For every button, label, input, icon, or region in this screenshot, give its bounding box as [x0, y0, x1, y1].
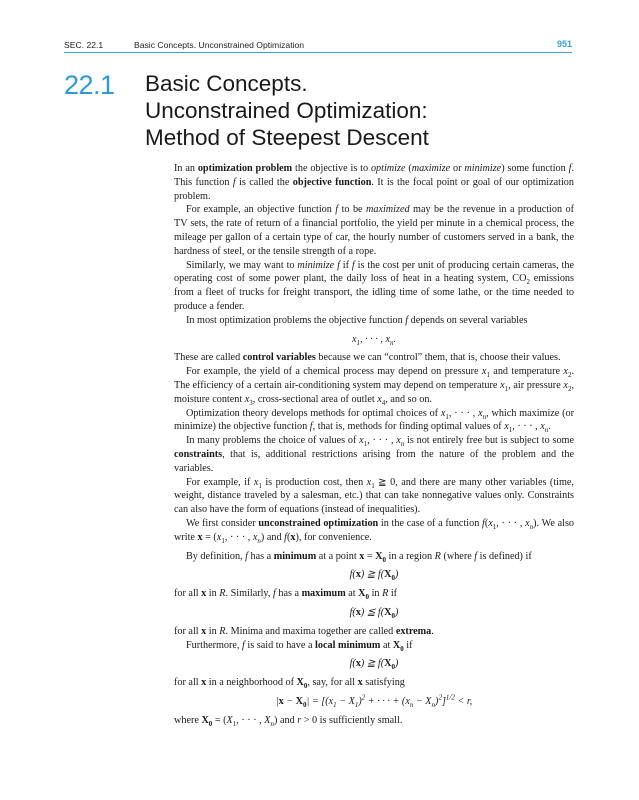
body-text — [174, 162, 574, 727]
display-equation: f(x) ≧ $f(X_0)$ — [349, 658, 399, 672]
paragraph: for all x in a neighborhood of $X_0$, say, for all x satisfying — [174, 677, 405, 691]
section-title-line: Basic Concepts. — [145, 71, 308, 96]
header-section: SEC. 22.1 — [64, 40, 104, 50]
paragraph: Optimization theory develops methods for optimal choices of $x_1$, · · · , $x_n$, which maximize (or minimize) the objective function f, that is, methods for finding optimal values of $x_1$, · · · , $x_n$. — [174, 407, 574, 435]
paragraph: For example, an objective function f to be maximized may be the revenue in a production of TV sets, the rate of return of a financial portfolio, the yield per minute in a chemical process, the mileage per gallon of a certain type of car, the hourly number of customers served in a bank, the hardness of steel, or the tensile strength of a rope. — [174, 204, 574, 257]
paragraph: for all x in R. Minima and maxima together are called extrema. — [174, 625, 434, 637]
paragraph: We first consider unconstrained optimization in the case of a function $f(x_1$, · · · , $x_n$). We also write $x = (x_1$, · · · , $x_n$) and f(x), for convenience. — [174, 517, 574, 545]
display-equation: f(x) ≧ $f(X_0)$ — [349, 569, 399, 583]
paragraph: Furthermore, f is said to have a local minimum at $X_0$ if — [186, 639, 413, 653]
paragraph: In many problems the choice of values of $x_1$, · · · , $x_n$ is not entirely free but is subject to some constraints, that is, additional restrictions arising from the nature of the problem and the variables. — [174, 435, 574, 474]
section-title-line: Method of Steepest Descent — [145, 125, 429, 150]
display-equation: $|x - X_0| = [(x_1 - X_1)^2$ + · · · + $(x_n - X_n)^2]^{1/2} < r$, — [275, 693, 473, 709]
running-header — [64, 38, 572, 54]
section-title — [145, 70, 585, 151]
paragraph: for all x in R. Similarly, f has a maximum at $X_0$ in R if — [174, 588, 398, 602]
paragraph: For example, the yield of a chemical process may depend on pressure $x_1$ and temperature $x_2$. The efficiency of a certain air-conditioning system may depend on temperature $x_1$, air pressure $x_2$, moisture content $x_3$, cross-sectional area of outlet $x_4$, and so on. — [174, 366, 574, 407]
page-number: 951 — [556, 39, 572, 49]
section-title-line: Unconstrained Optimization: — [145, 98, 428, 123]
header-rule — [64, 52, 572, 53]
paragraph: In an optimization problem the objective is to optimize (maximize or minimize) some function f. This function f is called the objective function. It is the focal point or goal of our optimization problem. — [174, 163, 574, 202]
display-equation: $x_1$, · · · , $x_n$. — [351, 333, 397, 347]
paragraph: In most optimization problems the objective function f depends on several variables — [186, 314, 528, 326]
display-equation: f(x) ≦ $f(X_0)$ — [349, 606, 399, 620]
paragraph: For example, if $x_1$ is production cost, then $x_1$ ≧ 0, and there are many other variables (time, weight, distance traveled by a salesman, etc.) that can take nonnegative values only. Constraints can also have the form of equations (instead of inequalities). — [174, 476, 574, 516]
paragraph: where $X_0 = (X_1$, · · · , $X_n$) and r > 0 is sufficiently small. — [174, 714, 403, 728]
section-number: 22.1 — [64, 70, 115, 100]
header-title: Basic Concepts. Unconstrained Optimization — [134, 40, 305, 50]
paragraph: By definition, f has a minimum at a point $x = X_0$ in a region R (where f is defined) if — [186, 550, 532, 564]
paragraph: Similarly, we may want to minimize f if f is the cost per unit of producing certain cameras, the operating cost of some power plant, the daily loss of heat in a heating system, $CO_2$ emissions from a fleet of trucks for freight transport, the idling time of some lathe, or the time needed to produce a fender. — [174, 259, 574, 312]
paragraph: These are called control variables because we can “control” them, that is, choose their values. — [174, 352, 561, 364]
